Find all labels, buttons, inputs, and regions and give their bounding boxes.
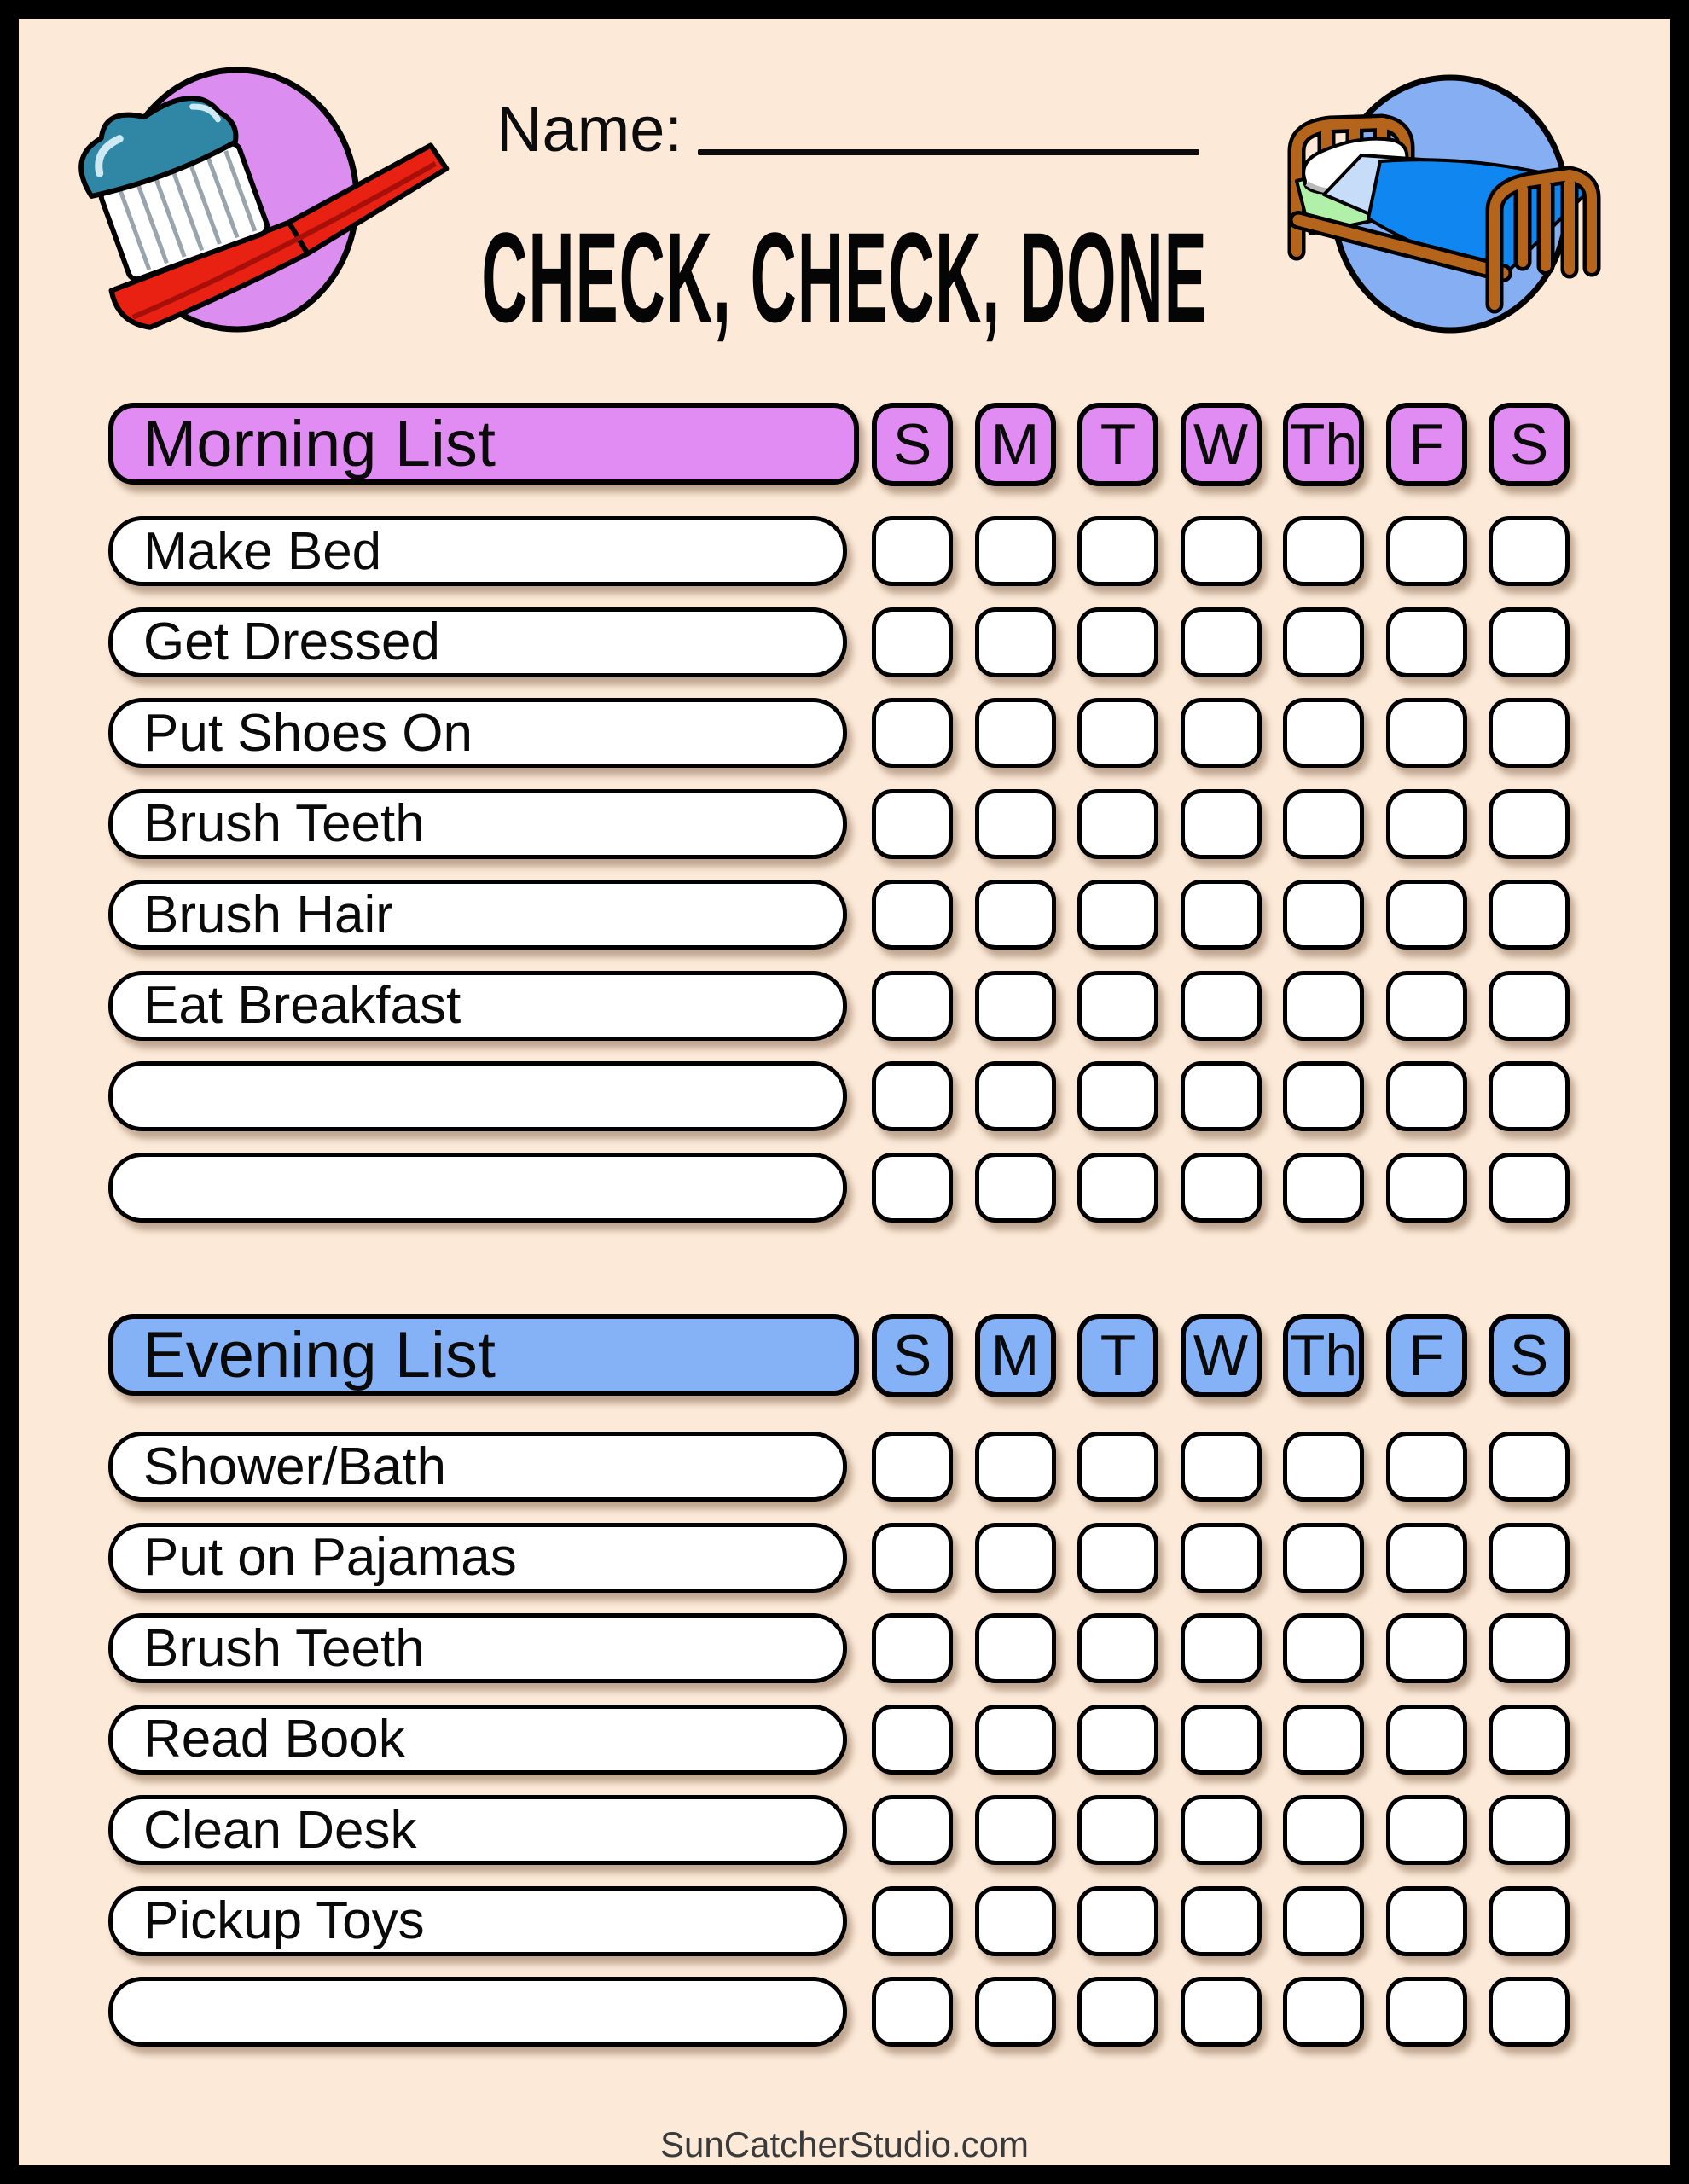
day-checkbox[interactable] xyxy=(1386,1153,1467,1223)
day-checkbox[interactable] xyxy=(872,880,953,950)
task-label-pill: Put on Pajamas xyxy=(108,1523,847,1593)
morning-day-header xyxy=(872,403,1570,486)
day-checkbox[interactable] xyxy=(1489,1705,1570,1774)
day-checkbox[interactable] xyxy=(1077,1795,1158,1865)
day-checkbox[interactable] xyxy=(1077,1061,1158,1131)
task-row xyxy=(19,1432,1670,1502)
checkbox-group xyxy=(872,1977,1570,2047)
day-checkbox[interactable] xyxy=(1386,1886,1467,1956)
day-checkbox[interactable] xyxy=(872,1705,953,1774)
day-header-cell: Th xyxy=(1283,1314,1364,1397)
day-checkbox[interactable] xyxy=(1489,1977,1570,2047)
checkbox-group xyxy=(872,1613,1570,1683)
task-label-pill: Put Shoes On xyxy=(108,698,847,768)
day-checkbox[interactable] xyxy=(872,1153,953,1223)
task-label-pill: Clean Desk xyxy=(108,1795,847,1865)
day-checkbox[interactable] xyxy=(1077,1705,1158,1774)
day-header-cell: F xyxy=(1386,1314,1467,1397)
day-checkbox[interactable] xyxy=(1386,880,1467,950)
task-row xyxy=(19,1061,1670,1131)
day-checkbox[interactable] xyxy=(1077,971,1158,1041)
day-checkbox[interactable] xyxy=(1386,1705,1467,1774)
task-row xyxy=(19,698,1670,768)
day-header-cell: S xyxy=(1489,403,1570,486)
task-label-pill: Brush Hair xyxy=(108,880,847,950)
task-row xyxy=(19,1523,1670,1593)
morning-header-row xyxy=(19,403,1670,486)
day-checkbox[interactable] xyxy=(872,971,953,1041)
checkbox-group xyxy=(872,1795,1570,1865)
day-checkbox[interactable] xyxy=(975,1432,1056,1502)
day-checkbox[interactable] xyxy=(975,1153,1056,1223)
day-checkbox[interactable] xyxy=(1386,698,1467,768)
day-header-cell: S xyxy=(1489,1314,1570,1397)
task-label-pill: Shower/Bath xyxy=(108,1432,847,1502)
day-checkbox[interactable] xyxy=(1283,1795,1364,1865)
day-header-cell: M xyxy=(975,1314,1056,1397)
checkbox-group xyxy=(872,880,1570,950)
day-checkbox[interactable] xyxy=(872,1795,953,1865)
name-row xyxy=(496,94,682,171)
blank-task-pill xyxy=(108,1977,847,2047)
day-checkbox[interactable] xyxy=(1283,1061,1364,1131)
day-checkbox[interactable] xyxy=(1489,607,1570,677)
day-checkbox[interactable] xyxy=(1489,1061,1570,1131)
day-checkbox[interactable] xyxy=(1181,607,1262,677)
checkbox-group xyxy=(872,1061,1570,1131)
day-checkbox[interactable] xyxy=(975,880,1056,950)
day-checkbox[interactable] xyxy=(1181,971,1262,1041)
day-checkbox[interactable] xyxy=(1077,516,1158,586)
day-checkbox[interactable] xyxy=(1283,789,1364,859)
task-row xyxy=(19,1886,1670,1956)
day-checkbox[interactable] xyxy=(1181,789,1262,859)
day-checkbox[interactable] xyxy=(1489,1795,1570,1865)
task-row xyxy=(19,516,1670,586)
day-checkbox[interactable] xyxy=(872,607,953,677)
toothbrush-icon xyxy=(36,19,479,445)
evening-rows xyxy=(19,1432,1670,2047)
day-checkbox[interactable] xyxy=(1386,1523,1467,1593)
day-checkbox[interactable] xyxy=(1181,698,1262,768)
checkbox-group xyxy=(872,516,1570,586)
evening-section xyxy=(19,1314,1670,2068)
day-checkbox[interactable] xyxy=(1077,698,1158,768)
day-header-cell: W xyxy=(1181,403,1262,486)
day-checkbox[interactable] xyxy=(975,1705,1056,1774)
day-checkbox[interactable] xyxy=(1283,1886,1364,1956)
day-checkbox[interactable] xyxy=(975,607,1056,677)
day-checkbox[interactable] xyxy=(1283,1613,1364,1683)
day-checkbox[interactable] xyxy=(1181,1977,1262,2047)
task-label-pill: Brush Teeth xyxy=(108,1613,847,1683)
day-checkbox[interactable] xyxy=(1283,971,1364,1041)
day-checkbox[interactable] xyxy=(872,698,953,768)
day-checkbox[interactable] xyxy=(872,516,953,586)
day-checkbox[interactable] xyxy=(872,1523,953,1593)
checkbox-group xyxy=(872,1886,1570,1956)
day-checkbox[interactable] xyxy=(1489,1886,1570,1956)
day-checkbox[interactable] xyxy=(1489,1432,1570,1502)
day-checkbox[interactable] xyxy=(1386,971,1467,1041)
day-checkbox[interactable] xyxy=(1077,1523,1158,1593)
task-row xyxy=(19,1613,1670,1683)
day-checkbox[interactable] xyxy=(975,1523,1056,1593)
day-checkbox[interactable] xyxy=(1181,1886,1262,1956)
day-checkbox[interactable] xyxy=(1077,607,1158,677)
day-checkbox[interactable] xyxy=(1181,1523,1262,1593)
evening-header-row xyxy=(19,1314,1670,1397)
day-checkbox[interactable] xyxy=(872,1977,953,2047)
day-checkbox[interactable] xyxy=(1181,1432,1262,1502)
day-checkbox[interactable] xyxy=(872,789,953,859)
task-label-pill: Make Bed xyxy=(108,516,847,586)
day-checkbox[interactable] xyxy=(1077,880,1158,950)
checkbox-group xyxy=(872,698,1570,768)
day-checkbox[interactable] xyxy=(1077,789,1158,859)
day-checkbox[interactable] xyxy=(1181,1613,1262,1683)
day-checkbox[interactable] xyxy=(1386,1061,1467,1131)
day-header-cell: T xyxy=(1077,403,1158,486)
task-label-pill: Get Dressed xyxy=(108,607,847,677)
task-row xyxy=(19,789,1670,859)
name-input-line[interactable] xyxy=(698,149,1199,155)
morning-rows xyxy=(19,516,1670,1223)
day-checkbox[interactable] xyxy=(975,1977,1056,2047)
day-checkbox[interactable] xyxy=(872,1432,953,1502)
day-checkbox[interactable] xyxy=(1386,1613,1467,1683)
day-checkbox[interactable] xyxy=(1386,516,1467,586)
day-checkbox[interactable] xyxy=(1077,1432,1158,1502)
day-checkbox[interactable] xyxy=(975,698,1056,768)
morning-list-header: Morning List xyxy=(108,403,859,485)
day-checkbox[interactable] xyxy=(872,1886,953,1956)
day-checkbox[interactable] xyxy=(1181,516,1262,586)
day-checkbox[interactable] xyxy=(1489,698,1570,768)
day-checkbox[interactable] xyxy=(1386,607,1467,677)
day-checkbox[interactable] xyxy=(1489,971,1570,1041)
task-row xyxy=(19,880,1670,950)
day-checkbox[interactable] xyxy=(1489,880,1570,950)
day-checkbox[interactable] xyxy=(1283,1977,1364,2047)
day-checkbox[interactable] xyxy=(975,1795,1056,1865)
day-checkbox[interactable] xyxy=(1181,1153,1262,1223)
day-header-cell: M xyxy=(975,403,1056,486)
day-checkbox[interactable] xyxy=(1181,1795,1262,1865)
task-label-pill: Brush Teeth xyxy=(108,789,847,859)
day-header-cell: Th xyxy=(1283,403,1364,486)
task-label-pill: Read Book xyxy=(108,1705,847,1774)
day-checkbox[interactable] xyxy=(1489,1613,1570,1683)
day-checkbox[interactable] xyxy=(1077,1977,1158,2047)
checkbox-group xyxy=(872,607,1570,677)
morning-section xyxy=(19,403,1670,1243)
day-checkbox[interactable] xyxy=(975,1886,1056,1956)
day-checkbox[interactable] xyxy=(1489,1153,1570,1223)
task-row xyxy=(19,971,1670,1041)
site-credit: SunCatcherStudio.com xyxy=(660,2124,1029,2164)
day-checkbox[interactable] xyxy=(1181,1061,1262,1131)
day-header-cell: S xyxy=(872,403,953,486)
day-checkbox[interactable] xyxy=(1283,1153,1364,1223)
task-row xyxy=(19,1977,1670,2047)
day-checkbox[interactable] xyxy=(1489,1523,1570,1593)
day-checkbox[interactable] xyxy=(1283,1432,1364,1502)
blank-task-pill xyxy=(108,1061,847,1131)
day-checkbox[interactable] xyxy=(1283,1705,1364,1774)
day-checkbox[interactable] xyxy=(1283,698,1364,768)
day-checkbox[interactable] xyxy=(1181,1705,1262,1774)
task-row xyxy=(19,1153,1670,1223)
task-label-pill: Pickup Toys xyxy=(108,1886,847,1956)
day-checkbox[interactable] xyxy=(1489,789,1570,859)
day-checkbox[interactable] xyxy=(1077,1613,1158,1683)
task-row xyxy=(19,1795,1670,1865)
day-checkbox[interactable] xyxy=(1283,516,1364,586)
day-header-cell: W xyxy=(1181,1314,1262,1397)
day-checkbox[interactable] xyxy=(975,1613,1056,1683)
page-title: CHECK, CHECK, DONE xyxy=(481,206,1208,349)
day-checkbox[interactable] xyxy=(1386,1977,1467,2047)
day-checkbox[interactable] xyxy=(975,789,1056,859)
day-checkbox[interactable] xyxy=(1386,789,1467,859)
task-label-pill: Eat Breakfast xyxy=(108,971,847,1041)
day-checkbox[interactable] xyxy=(1077,1886,1158,1956)
day-checkbox[interactable] xyxy=(1283,607,1364,677)
checkbox-group xyxy=(872,1523,1570,1593)
evening-list-header: Evening List xyxy=(108,1314,859,1396)
day-checkbox[interactable] xyxy=(1489,516,1570,586)
day-checkbox[interactable] xyxy=(975,971,1056,1041)
day-checkbox[interactable] xyxy=(1283,1523,1364,1593)
checkbox-group xyxy=(872,1153,1570,1223)
name-label: Name: xyxy=(496,94,682,165)
day-checkbox[interactable] xyxy=(1386,1432,1467,1502)
day-checkbox[interactable] xyxy=(975,516,1056,586)
day-header-cell: T xyxy=(1077,1314,1158,1397)
day-checkbox[interactable] xyxy=(872,1613,953,1683)
task-row xyxy=(19,607,1670,677)
checkbox-group xyxy=(872,1705,1570,1774)
day-checkbox[interactable] xyxy=(975,1061,1056,1131)
blank-task-pill xyxy=(108,1153,847,1223)
day-checkbox[interactable] xyxy=(872,1061,953,1131)
day-checkbox[interactable] xyxy=(1283,880,1364,950)
day-header-cell: F xyxy=(1386,403,1467,486)
bed-icon xyxy=(1280,53,1638,420)
checkbox-group xyxy=(872,1432,1570,1502)
day-checkbox[interactable] xyxy=(1181,880,1262,950)
day-checkbox[interactable] xyxy=(1386,1795,1467,1865)
evening-day-header xyxy=(872,1314,1570,1397)
checkbox-group xyxy=(872,789,1570,859)
task-row xyxy=(19,1705,1670,1774)
day-header-cell: S xyxy=(872,1314,953,1397)
checkbox-group xyxy=(872,971,1570,1041)
day-checkbox[interactable] xyxy=(1077,1153,1158,1223)
